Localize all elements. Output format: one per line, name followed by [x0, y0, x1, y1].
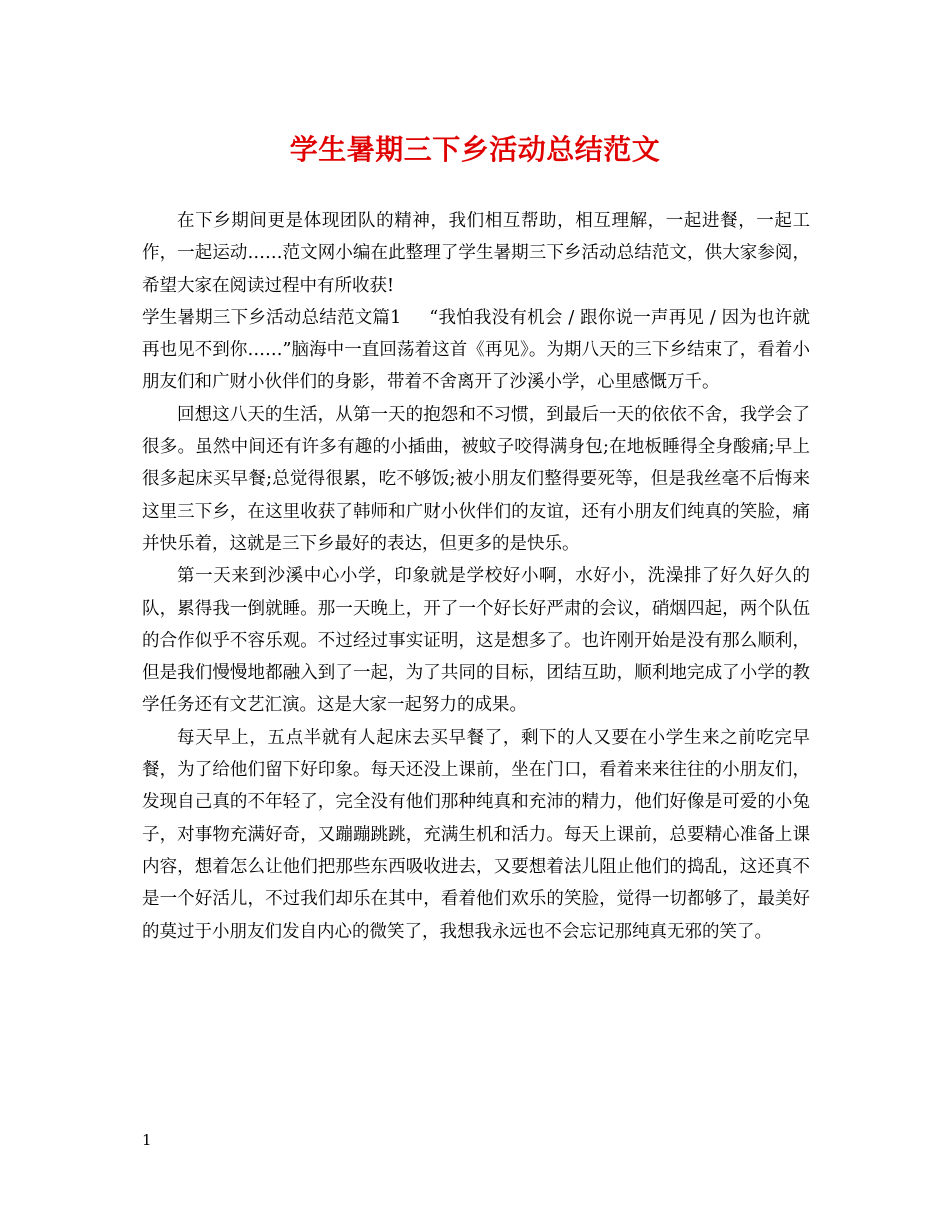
section-heading: 学生暑期三下乡活动总结范文篇1 — [142, 307, 402, 328]
document-title: 学生暑期三下乡活动总结范文 — [289, 133, 661, 166]
page-number: 1 — [142, 1131, 152, 1149]
intro-paragraph: 在下乡期间更是体现团队的精神，我们相互帮助，相互理解，一起进餐，一起工作，一起运动……范文网小编在此整理了学生暑期三下乡活动总结范文，供大家参阅，希望大家在阅读过程中有所收获! — [142, 211, 810, 296]
document-body — [142, 205, 810, 948]
paragraph-1-text: “我怕我没有机会 / 跟你说一声再见 / 因为也许就再也见不到你……”脑海中一直回荡着这首《再见》。为期八天的三下乡结束了，看着小朋友们和广财小伙伴们的身影，带着不舍离开了沙溪小学，心里感慨万千。 — [142, 307, 810, 393]
paragraph-4: 每天早上，五点半就有人起床去买早餐了，剩下的人又要在小学生来之前吃完早餐，为了给他们留下好印象。每天还没上课前，坐在门口，看着来来往往的小朋友们，发现自己真的不年轻了，完全没有他们那种纯真和充沛的精力，他们好像是可爱的小兔子，对事物充满好奇，又蹦蹦跳跳，充满生机和活力。每天上课前，总要精心准备上课内容，想着怎么让他们把那些东西吸收进去，又要想着法儿阻止他们的捣乱，这还真不是一个好活儿，不过我们却乐在其中，看着他们欢乐的笑脸，觉得一切都够了，最美好的莫过于小朋友们发自内心的微笑了，我想我永远也不会忘记那纯真无邪的笑了。 — [142, 727, 810, 942]
paragraph-3: 第一天来到沙溪中心小学，印象就是学校好小啊，水好小，洗澡排了好久好久的队，累得我一倒就睡。那一天晚上，开了一个好长好严肃的会议，硝烟四起，两个队伍的合作似乎不容乐观。不过经过事实证明，这是想多了。也许刚开始是没有那么顺利，但是我们慢慢地都融入到了一起，为了共同的目标，团结互助，顺利地完成了小学的教学任务还有文艺汇演。这是大家一起努力的成果。 — [142, 566, 810, 716]
section-paragraph-1 — [142, 302, 810, 399]
paragraph-2: 回想这八天的生活，从第一天的抱怨和不习惯，到最后一天的依依不舍，我学会了很多。虽然中间还有许多有趣的小插曲，被蚊子咬得满身包;在地板睡得全身酸痛;早上很多起床买早餐;总觉得很累，吃不够饭;被小朋友们整得要死等，但是我丝毫不后悔来这里三下乡，在这里收获了韩师和广财小伙伴们的友谊，还有小朋友们纯真的笑脸，痛并快乐着，这就是三下乡最好的表达，但更多的是快乐。 — [142, 404, 810, 554]
